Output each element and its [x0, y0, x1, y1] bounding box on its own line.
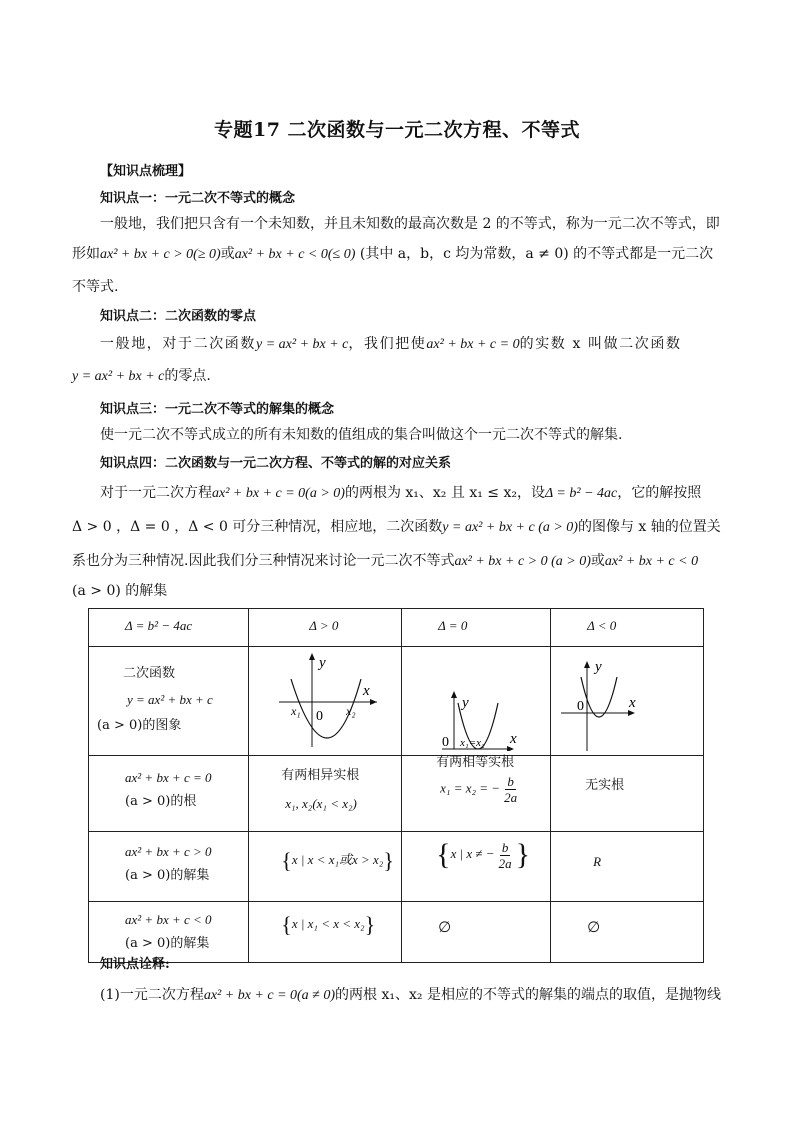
gt-label-b: (a > 0)的解集 — [125, 868, 210, 883]
brace-left-glyph: { — [436, 838, 451, 871]
notes-formula1: ax² + bx + c = 0(a ≠ 0) — [203, 988, 336, 1003]
k2-line1 — [100, 333, 682, 353]
k4-line2 — [72, 516, 721, 536]
table-cell — [551, 609, 704, 647]
notes-line1 — [100, 984, 721, 1004]
k4-formula3: y = ax² + bx + c (a > 0) — [442, 520, 578, 535]
table-cell — [249, 902, 402, 963]
k2-formula3: y = ax² + bx + c — [72, 369, 165, 384]
roots-label-b: (a > 0)的根 — [125, 794, 197, 809]
k4-formula5: ax² + bx + c < 0 — [604, 554, 699, 569]
gt-solution-two — [249, 832, 401, 874]
k4-line1a: 对于一元二次方程 — [100, 485, 212, 501]
table-cell — [249, 647, 402, 756]
table-cell — [89, 756, 249, 832]
table-cell — [89, 609, 249, 647]
graph3-y-label: y — [595, 659, 602, 675]
gt-solution-none: R — [593, 854, 602, 869]
table-cell — [551, 832, 704, 902]
row-graph-label-b: y = ax² + bx + c — [127, 692, 213, 707]
brace-right-glyph: } — [383, 848, 394, 873]
k4-line3a: 系也分为三种情况.因此我们分三种情况来讨论一元二次不等式 — [72, 553, 455, 569]
k4-line2a: Δ > 0 ，Δ = 0 ，Δ < 0 可分三种情况，相应地，二次函数 — [72, 519, 443, 535]
table-cell — [89, 832, 249, 902]
table-cell — [89, 647, 249, 756]
k4-heading: 知识点四：二次函数与一元二次方程、不等式的解的对应关系 — [100, 456, 452, 471]
k2-line2-text: 的零点. — [164, 368, 211, 384]
graph-no-root — [551, 647, 701, 751]
gt-solution-one-text: x | x ≠ − — [450, 845, 495, 861]
graph3-x-label: x — [629, 695, 636, 711]
two-roots-text: 有两相异实根 — [281, 768, 360, 783]
equal-roots-lhs: x₁ = x₂ = − — [440, 780, 501, 796]
graph3-parabola — [581, 677, 617, 717]
k2-line1a: 一般地，对于二次函数 — [100, 336, 256, 352]
k4-line3b: 或 — [590, 553, 605, 569]
k3-heading: 知识点三：一元二次不等式的解集的概念 — [100, 402, 335, 417]
graph2-x-label: x — [510, 731, 517, 747]
table-header-row — [89, 609, 704, 647]
table-row — [89, 756, 704, 832]
table-header-negative: Δ < 0 — [587, 618, 617, 633]
table-cell — [249, 832, 402, 902]
table-cell — [249, 756, 402, 832]
table-cell — [402, 756, 551, 832]
gt-solution-num: b — [501, 839, 509, 855]
gt-solution-two-text: x | x < x₁或x > x₂ — [291, 851, 384, 867]
graph2-root-label: x₁=x₂ — [460, 737, 485, 749]
k1-heading: 知识点一：一元二次不等式的概念 — [100, 191, 296, 206]
table-cell — [402, 609, 551, 647]
k2-formula2: ax² + bx + c = 0 — [426, 337, 520, 352]
graph-two-roots — [249, 647, 399, 751]
table-header-positive: Δ > 0 — [309, 618, 339, 633]
graph1-x2-label: x₂ — [346, 704, 356, 718]
graph2-origin-label: 0 — [442, 735, 450, 750]
lt-solution-none: ∅ — [587, 920, 601, 936]
graph1-origin-label: 0 — [316, 709, 324, 724]
equal-roots-fraction — [502, 774, 519, 805]
k1-line2a: 形如 — [72, 246, 100, 262]
brace-right-glyph: } — [364, 912, 376, 937]
lt-solution-two — [249, 902, 401, 938]
lt-label-b: (a > 0)的解集 — [125, 936, 210, 951]
lt-label-a: ax² + bx + c < 0 — [125, 912, 212, 927]
k2-line1b: ，我们把使 — [348, 336, 427, 352]
graph3-origin-label: 0 — [577, 699, 585, 714]
k2-line1c: 的实数 x 叫做二次函数 — [519, 336, 682, 352]
brace-left-glyph: { — [281, 912, 292, 937]
k4-line2b: 的图像与 x 轴的位置关 — [577, 519, 721, 535]
equal-roots-formula — [436, 774, 550, 805]
no-roots-text: 无实根 — [585, 778, 625, 793]
brace-left-glyph: { — [281, 848, 292, 873]
notes-heading: 知识点诠释: — [100, 957, 170, 972]
table-cell — [551, 902, 704, 963]
equal-roots-num: b — [507, 774, 514, 789]
k1-line2b: (其中 a，b，c 均为常数，a ≠ 0) 的不等式都是一元二次 — [359, 246, 714, 262]
graph2-y-label: y — [462, 695, 469, 711]
k2-heading: 知识点二：二次函数的零点 — [100, 309, 257, 324]
gt-solution-den: 2a — [498, 855, 512, 871]
roots-label-a: ax² + bx + c = 0 — [125, 770, 212, 785]
k4-line1b: 的两根为 x₁、x₂ 且 x₁ ≤ x₂，设 — [344, 485, 545, 501]
graph1-y-label: y — [319, 655, 326, 671]
notes-line1b: 的两根 x₁、x₂ 是相应的不等式的解集的端点的取值，是抛物线 — [335, 987, 721, 1003]
k4-line1c: ，它的解按照 — [617, 485, 702, 501]
table-row — [89, 902, 704, 963]
k1-or: 或 — [220, 246, 235, 262]
graph3-y-arrow — [584, 661, 590, 668]
k1-line1: 一般地，我们把只含有一个未知数，并且未知数的最高次数是 2 的不等式，称为一元二次不等式，即 — [100, 216, 720, 232]
page-title: 专题17 二次函数与一元二次方程、不等式 — [213, 119, 581, 141]
two-roots-formula: x₁, x₂(x₁ < x₂) — [285, 796, 357, 811]
table-cell — [402, 902, 551, 963]
graph-one-root — [402, 647, 548, 751]
k4-line1 — [100, 482, 701, 502]
table-cell — [551, 756, 704, 832]
k2-formula1: y = ax² + bx + c — [256, 337, 349, 352]
notes-line1a: (1)一元二次方程 — [100, 987, 204, 1003]
k3-line1: 使一元二次不等式成立的所有未知数的值组成的集合叫做这个一元二次不等式的解集. — [100, 427, 623, 443]
table-cell — [551, 647, 704, 756]
lt-solution-two-text: x | x₁ < x < x₂ — [291, 915, 365, 931]
graph1-y-arrow — [309, 653, 315, 660]
graph1-x1-label: x₁ — [291, 704, 301, 718]
graph1-x-label: x — [363, 683, 370, 699]
equal-roots-den: 2a — [504, 790, 518, 805]
k4-formula4: ax² + bx + c > 0 (a > 0) — [454, 554, 591, 569]
comparison-table — [88, 608, 704, 963]
graph2-y-arrow — [451, 691, 457, 698]
lt-solution-one: ∅ — [438, 920, 452, 936]
row-graph-label-a: 二次函数 — [123, 666, 176, 681]
table-header-delta: Δ = b² − 4ac — [125, 618, 193, 633]
table-cell — [402, 832, 551, 902]
k1-line2 — [72, 243, 713, 263]
row-graph-label-c: (a > 0)的图象 — [97, 718, 182, 733]
k4-formula1: ax² + bx + c = 0(a > 0) — [212, 486, 345, 501]
table-row — [89, 647, 704, 756]
section-header: 【知识点梳理】 — [100, 164, 192, 179]
graph1-x-arrow — [370, 699, 377, 705]
equal-roots-text: 有两相等实根 — [436, 755, 515, 770]
brace-right-glyph: } — [515, 838, 530, 871]
gt-label-a: ax² + bx + c > 0 — [125, 844, 212, 859]
k1-line3: 不等式. — [72, 279, 119, 295]
k4-line3 — [72, 550, 698, 570]
k1-formula1: ax² + bx + c > 0(≥ 0) — [100, 247, 221, 262]
gt-solution-one — [402, 832, 550, 872]
k2-line2 — [72, 365, 211, 385]
gt-solution-fraction — [497, 840, 514, 871]
k4-formula2: Δ = b² − 4ac — [544, 486, 618, 501]
table-row — [89, 832, 704, 902]
k1-formula2: ax² + bx + c < 0(≤ 0) — [234, 247, 356, 262]
table-header-zero: Δ = 0 — [438, 618, 468, 633]
k4-line4: (a > 0) 的解集 — [72, 583, 168, 599]
table-cell — [402, 647, 551, 756]
table-cell — [249, 609, 402, 647]
